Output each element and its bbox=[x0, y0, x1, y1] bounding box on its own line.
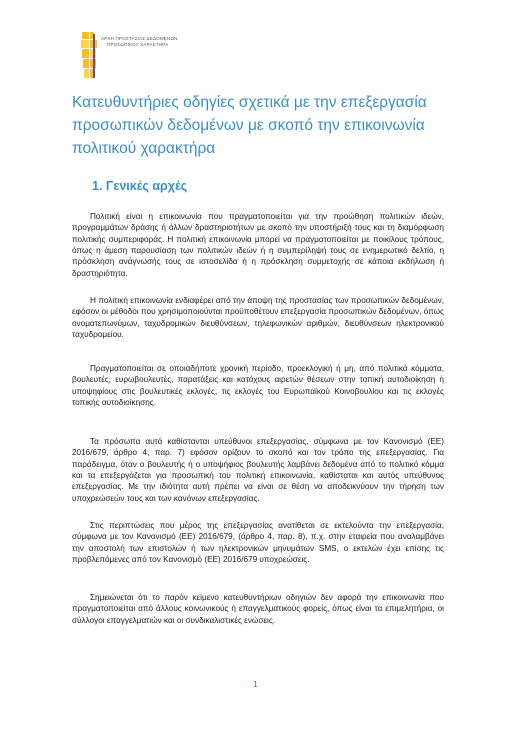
authority-name-line2: ΠΡΟΣΩΠΙΚΟΥ ΧΑΡΑΚΤΗΡΑ bbox=[107, 42, 169, 47]
section-heading: 1. Γενικές αρχές bbox=[92, 179, 188, 193]
authority-name bbox=[101, 36, 178, 48]
paragraph-5: Στις περιπτώσεις που μέρος της επεξεργασίας ανατίθεται σε εκτελούντα την επεξεργασία, σύμφωνα με τον Κανονισμό (ΕΕ) 2016/679, (άρθρο 4, παρ. 8), π.χ. στην εταιρεία που αναλαμβάνει την αποστολή των επιστολών ή των ηλεκτρονικών μηνυμάτων SMS, ο εκτελών έχει επίσης τις προβλεπόμενες από τον Κανονισμό (ΕΕ) 2016/679 υποχρεώσεις. bbox=[72, 521, 444, 565]
document-title: Κατευθυντήριες οδηγίες σχετικά με την επεξεργασία προσωπικών δεδομένων με σκοπό την επικοινωνία πολιτικού χαρακτήρα bbox=[72, 94, 427, 157]
authority-logo-mark bbox=[76, 28, 100, 84]
paragraph-3: Πραγματοποιείται σε οποιαδήποτε χρονική περίοδο, προεκλογική ή μη, από πολιτικά κόμματα, βουλευτές, ευρωβουλευτές, παρατάξεις και κατόχους αιρετών θέσεων στην τοπική αυτοδιοίκηση ή υποψηφίους στις βουλευτικές εκλογές, τις εκλογές του Ευρωπαϊκού Κοινοβουλίου και τις εκλογές τοπικής αυτοδιοίκησης. bbox=[72, 364, 444, 408]
authority-logo bbox=[76, 28, 236, 84]
paragraph-6: Σημειώνεται ότι το παρόν κείμενο κατευθυντήριων οδηγιών δεν αφορά την επικοινωνία που πραγματοποιείται από άλλους κοινωνικούς ή επαγγελματικούς φορείς, όπως είναι τα επιμελητήρια, οι σύλλογοι επαγγελματιών και οι συνδικαλιστικές ενώσεις. bbox=[72, 593, 444, 625]
paragraph-1: Πολιτική είναι η επικοινωνία που πραγματοποιείται για την προώθηση πολιτικών ιδεών, προγραμμάτων δράσης ή άλλων δραστηριοτήτων με σκοπό την υποστήριξή τους και τη διαμόρφωση πολιτικής συμπεριφοράς. Η πολιτική επικοινωνία μπορεί να πραγματοποιείται με ποικίλους τρόπους, όπως η άμεση παρουσίαση των πολιτικών ιδεών ή η συμπερίληψή τους σε ενημερωτικό δελτίο, η πρόσκληση ανάγνωσής τους σε ιστοσελίδα ή η πρόσκληση συμμετοχής σε κάποια εκδήλωση ή δραστηριότητα. bbox=[72, 212, 444, 278]
page-number: 1 bbox=[253, 680, 258, 689]
paragraph-4: Τα πρόσωπα αυτά καθίστανται υπεύθυνοι επεξεργασίας, σύμφωνα με τον Κανονισμό (ΕΕ) 2016/679, άρθρο 4, παρ. 7) εφόσον ορίζουν το σκοπό και τον τρόπο της επεξεργασίας. Για παράδειγμα, όταν ο βουλευτής ή ο υποψήφιος βουλευτής λαμβάνει δεδομένα από το πολιτικό κόμμα και τα επεξεργάζεται για προσωπική του πολιτική επικοινωνία, καθίσταται και αυτός υπεύθυνος επεξεργασίας. Με την ιδιότητα αυτή πρέπει να είναι σε θέση να αποδεικνύουν την τήρηση των υποχρεώσεών τους και των κανόνων επεξεργασίας. bbox=[72, 437, 444, 503]
authority-name-line1: ΑΡΧΗ ΠΡΟΣΤΑΣΙΑΣ ΔΕΔΟΜΕΝΩΝ bbox=[101, 36, 178, 41]
paragraph-2: Η πολιτική επικοινωνία ενδιαφέρει από την άποψη της προστασίας των προσωπικών δεδομένων, εφόσον οι μέθοδοι που χρησιμοποιούνται προϋποθέτουν επεξεργασία προσωπικών δεδομένων, όπως ονοματεπωνύμων, ταχυδρομικών διευθύνσεων, τηλεφωνικών αριθμών, διευθύνσεων ηλεκτρονικού ταχυδρομείου. bbox=[72, 296, 444, 340]
